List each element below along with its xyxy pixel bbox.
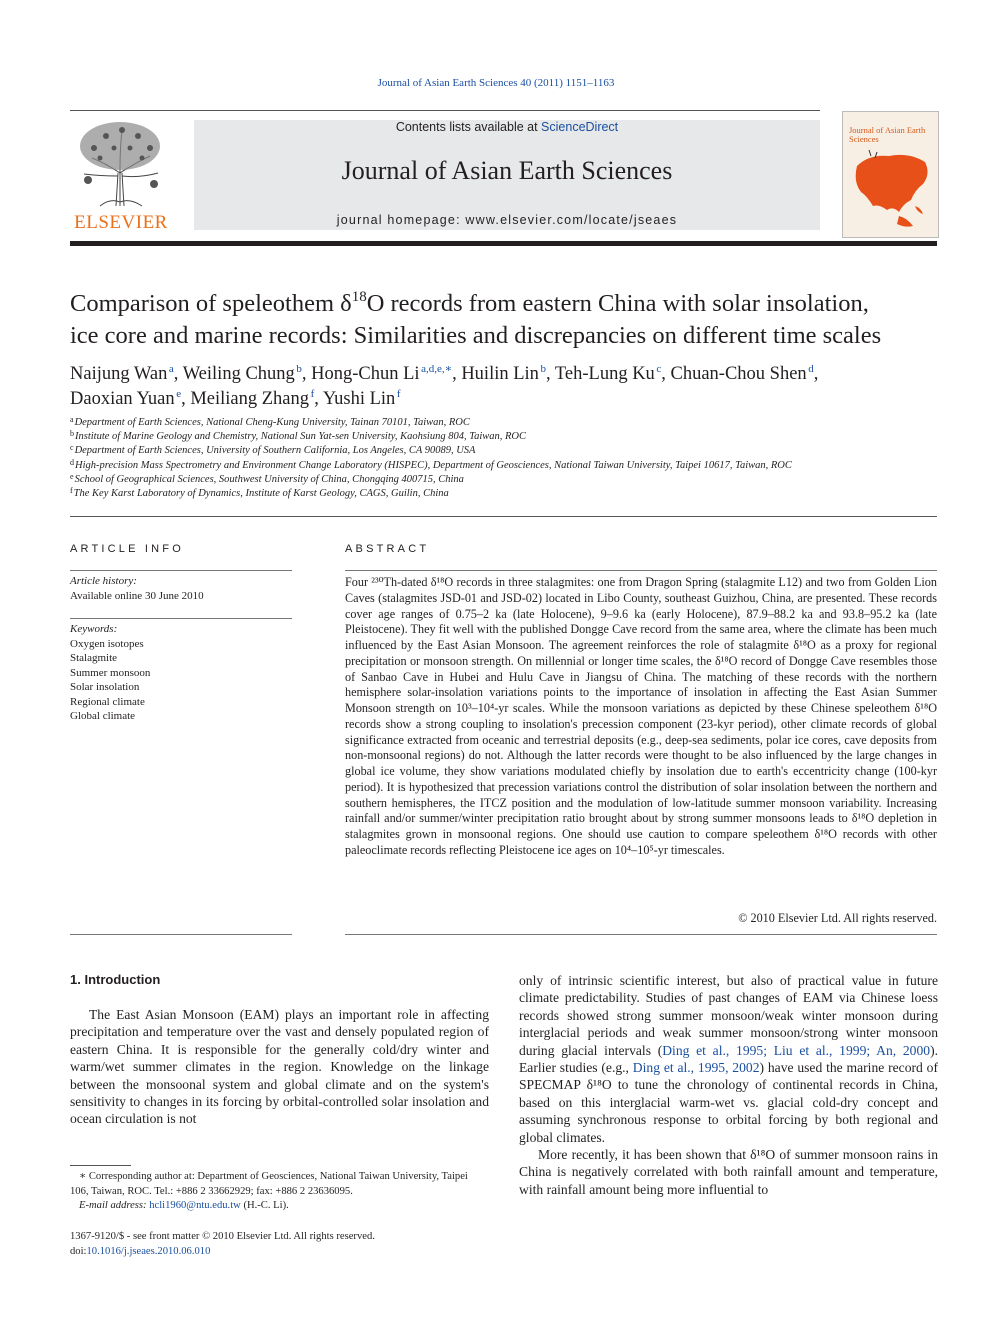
paragraph: The East Asian Monsoon (EAM) plays an important role in affecting precipitation and temperature over the vast and densely populated region of eastern China. It is responsible for the generally cold/dry winter and warm/wet summer climates in the region. Knowledge on the linkage between the monsoonal system and global climate and on the system's sensitivity to changes in its forcing by orbital-controlled solar insolation and ocean circulation is not xyxy=(70,1007,489,1127)
journal-cover-thumbnail[interactable] xyxy=(842,111,939,238)
article-title xyxy=(70,288,940,352)
elsevier-wordmark: ELSEVIER xyxy=(74,212,168,233)
sciencedirect-link[interactable]: ScienceDirect xyxy=(541,120,619,134)
elsevier-logo[interactable] xyxy=(70,118,172,232)
elsevier-tree-icon xyxy=(70,118,172,210)
title-part-3: ice core and marine records: Similarities and discrepancies on different time scales xyxy=(70,322,882,349)
doi-link[interactable]: 10.1016/j.jseaes.2010.06.010 xyxy=(86,1245,211,1257)
introduction-heading: 1. Introduction xyxy=(70,972,161,987)
article-info-rule xyxy=(70,934,292,935)
publication-info xyxy=(70,1230,489,1259)
article-info-rule xyxy=(70,618,292,619)
article-info-heading: ARTICLE INFO xyxy=(70,543,184,555)
corresponding-author-footnote xyxy=(70,1170,489,1214)
history-value: Available online 30 June 2010 xyxy=(70,589,204,602)
keyword: Oxygen isotopes xyxy=(70,637,144,650)
header-rule xyxy=(70,110,820,111)
keywords-block xyxy=(70,622,292,724)
keyword: Stalagmite xyxy=(70,652,118,664)
keyword: Summer monsoon xyxy=(70,666,151,679)
journal-homepage[interactable]: journal homepage: www.elsevier.com/locate/jseaes xyxy=(336,213,678,227)
doi-line: doi:10.1016/j.jseaes.2010.06.010 xyxy=(70,1245,211,1257)
paragraph: only of intrinsic scientific interest, but also of practical value in future climate predictability. Studies of past changes of EAM via Chinese loess records showed strong summer monsoon/weak winter monsoon during interglacial periods and weak summer monsoon/strong winter monsoon during glacial intervals (Ding et al., 1995; Liu et al., 1999; An, 2000). Earlier studies (e.g., Ding et al., 1995, 2002) have used the marine record of SPECMAP δ¹⁸O to tune the chronology of continental records in China, based on this interglacial warm-wet vs. glacial cold-dry concept and assuming synchronous response to orbital forcing by both regional and global climates. xyxy=(519,973,938,1145)
affiliation: $^c$Department of Earth Sciences, University of Southern California, Los Angeles, CA 90089, USA xyxy=(70,443,476,457)
article-history xyxy=(70,574,292,603)
contents-prefix: Contents lists available at xyxy=(395,120,542,134)
author[interactable]: Meiliang Zhang $^f$ xyxy=(190,388,315,409)
keyword: Regional climate xyxy=(70,695,145,708)
keywords-label: Keywords: xyxy=(70,623,118,635)
affiliation: $^b$Institute of Marine Geology and Chemistry, National Sun Yat-sen University, Kaohsiung 804, Taiwan, ROC xyxy=(70,429,527,443)
section-rule xyxy=(70,516,937,517)
author[interactable]: Weiling Chung $^b$ xyxy=(182,363,302,384)
abstract-heading: ABSTRACT xyxy=(345,543,430,555)
body-column-left xyxy=(70,1006,489,1128)
title-superscript: 18 xyxy=(351,289,367,305)
affiliation: $^f$The Key Karst Laboratory of Dynamics, Institute of Karst Geology, CAGS, Guilin, China xyxy=(70,486,449,500)
journal-title: Journal of Asian Earth Sciences xyxy=(341,156,673,185)
author[interactable]: Yushi Lin $^f$ xyxy=(322,388,401,409)
keyword: Solar insolation xyxy=(70,681,140,693)
footnote-rule xyxy=(70,1165,131,1166)
author[interactable]: Teh-Lung Ku $^c$ xyxy=(554,363,662,384)
title-part-2: O records from eastern China with solar insolation, xyxy=(366,290,869,317)
abstract-rule xyxy=(345,934,937,935)
abstract-rule xyxy=(345,570,937,571)
author[interactable]: Hong-Chun Li $^{a,d,e,∗}$ xyxy=(311,363,453,384)
title-part-1: Comparison of speleothem δ xyxy=(70,290,352,317)
reference-link[interactable]: Ding et al., 1995; Liu et al., 1999; An, 2000 xyxy=(662,1042,931,1058)
history-label: Article history: xyxy=(70,575,137,587)
email-link[interactable]: hcli1960@ntu.edu.tw xyxy=(149,1200,241,1211)
keyword: Global climate xyxy=(70,710,136,722)
affiliation: $^e$School of Geographical Sciences, Southwest University of China, Chongqing 400715, China xyxy=(70,471,464,485)
author-list: Naijung Wan $^a$, Weiling Chung $^b$, Hong-Chun Li $^{a,d,e,∗}$, Huilin Lin $^b$, Teh-Lung Ku $^c$, Chuan-Chou Shen $^d$, Daoxian Yuan $^e$, Meiliang Zhang $^f$, Yushi Lin $^f$ xyxy=(70,363,819,409)
copyright-notice: © 2010 Elsevier Ltd. All rights reserved. xyxy=(738,911,937,925)
contents-line xyxy=(194,120,820,134)
corresponding-author-text: ∗ Corresponding author at: Department of Geosciences, National Taiwan University, Taipei 106, Taiwan, ROC. Tel.: +886 2 33662929; fax: +886 2 23636095. xyxy=(70,1171,468,1197)
asia-map-icon xyxy=(849,146,933,232)
author[interactable]: Chuan-Chou Shen $^d$ xyxy=(670,363,814,384)
header-thick-rule xyxy=(70,241,937,246)
body-column-right xyxy=(519,972,938,1198)
reference-link[interactable]: Ding et al., 1995, 2002 xyxy=(632,1060,760,1076)
journal-citation[interactable]: Journal of Asian Earth Sciences 40 (2011) 1151–1163 xyxy=(377,77,615,89)
affiliation: $^a$Department of Earth Sciences, National Cheng-Kung University, Tainan 70101, Taiwan, ROC xyxy=(70,415,470,428)
article-info-rule xyxy=(70,570,292,571)
affiliation: $^d$High-precision Mass Spectrometry and Environment Change Laboratory (HISPEC), Department of Geosciences, National Taiwan University, Taipei 10617, Taiwan, ROC xyxy=(70,457,792,471)
paragraph: More recently, it has been shown that δ¹⁸O of summer monsoon rains in China is negatively correlated with both rainfall amount and temperature, with rainfall amount being more influential to xyxy=(519,1147,938,1197)
cover-title: Journal of Asian Earth Sciences xyxy=(849,125,926,144)
author[interactable]: Daoxian Yuan $^e$ xyxy=(70,388,182,409)
abstract-text: Four ²³⁰Th-dated δ¹⁸O records in three stalagmites: one from Dragon Spring (stalagmite L12) and two from Golden Lion Caves (stalagmites JSD-01 and JSD-02) located in Libo County, southeast Guizhou, China, are presented. These records cover age ranges of 0.75–2 ka (late Holocene), 9–9.6 ka (early Holocene), 87.9–88.2 ka and 93.8–95.2 ka (late Pleistocene). They fit well with the published Dongge Cave record from the same area, where the climate has been much influenced by the East Asian Monsoon. The agreement reinforces the role of stalagmite δ¹⁸O as a proxy for regional precipitation or monsoon strength. On millennial or longer time scales, the δ¹⁸O record of Dongge Cave resembles those of Sanbao Cave in Hubei and Hulu Cave in Jiangsu of China. The matching of these records with the northern hemisphere solar-insolation variations points to the importance of insolation in affecting the East Asian Summer Monsoon strength on 10³–10⁴-yr scales. While the monsoon variations as depicted by these Chinese speleothem δ¹⁸O records show a strong coupling to insolation's precession component (23-kyr period), other climate records of global significance extracted from oceanic and terrestrial deposits (e.g., deep-sea sediments, polar ice cores, cave deposits from non-monsoonal regions) do not. Although the latter records were thought to be also influenced by the large changes in global ice volume, they show variations modulated chiefly by insolation due to earth's eccentricity change (100-kyr period). It is hypothesized that precession variations control the distribution of solar insolation between the northern and southern hemispheres, the ITCZ position and the modulation of low-latitude summer monsoon variability. Increasing rainfall and/or summer/winter precipitation ratio brought about by strong summer monsoons leads to δ¹⁸O depletion in stalagmites grown in monsoonal regions. One should use caution to compare speleothem δ¹⁸O records with other paleoclimate records reflecting Pleistocene ice ages on 10⁴–10⁵-yr timescales. xyxy=(345,575,937,857)
author[interactable]: Huilin Lin $^b$ xyxy=(461,363,546,384)
author[interactable]: Naijung Wan $^a$ xyxy=(70,363,174,384)
email-line: E-mail address: hcli1960@ntu.edu.tw (H.-C. Li). xyxy=(79,1200,289,1211)
issn-line: 1367-9120/$ - see front matter © 2010 Elsevier Ltd. All rights reserved. xyxy=(70,1231,375,1242)
affiliation-list xyxy=(70,416,940,501)
journal-header-box xyxy=(194,120,820,230)
